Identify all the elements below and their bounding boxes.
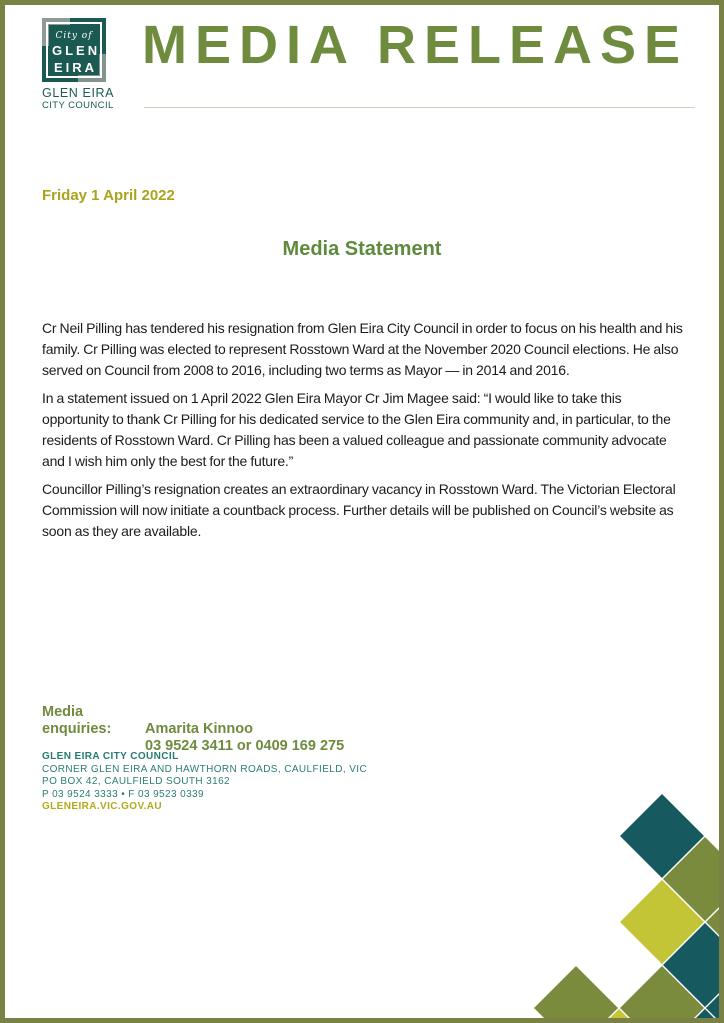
body-text (42, 318, 684, 549)
footer-website-link[interactable]: GLENEIRA.VIC.GOV.AU (42, 801, 163, 812)
media-enquiries-block (42, 704, 344, 755)
media-enquiries-label: Media enquiries: (42, 704, 112, 737)
council-logo (42, 18, 115, 111)
logo-caption-city-council: CITY COUNCIL (42, 100, 114, 111)
footer-org-name: GLEN EIRA CITY COUNCIL (42, 751, 179, 762)
council-logo-square (42, 18, 106, 82)
paragraph-resignation: Cr Neil Pilling has tendered his resignation from Glen Eira City Council in order to focus on his health and his family. Cr Pilling was elected to represent Rosstown Ward at the November 2020 Council elections. He also served on Council from 2008 to 2016, including two terms as Mayor — in 2014 and 2016. (42, 320, 683, 378)
footer-address-line1: CORNER GLEN EIRA AND HAWTHORN ROADS, CAULFIELD, VIC (42, 763, 368, 775)
masthead-title: MEDIA RELEASE (142, 15, 689, 75)
paragraph-vacancy: Councillor Pilling’s resignation creates an extraordinary vacancy in Rosstown Ward. The Victorian Electoral Commission will now initiate a countback process. Further details will be published on Council’s website as soon as they are available. (42, 481, 676, 539)
logo-eira-text: EIRA (53, 60, 98, 75)
footer-contact-block (42, 751, 367, 814)
logo-glen-text: GLEN (52, 43, 101, 58)
logo-city-of-text: City of (55, 31, 93, 41)
logo-inner-panel (49, 25, 99, 75)
media-enquiries-phone: 03 9524 3411 or 0409 169 275 (145, 738, 345, 754)
release-date: Friday 1 April 2022 (42, 187, 175, 204)
media-enquiries-row (42, 704, 344, 738)
media-enquiries-contact-name: Amarita Kinnoo (145, 721, 253, 737)
paragraph-mayor-statement: In a statement issued on 1 April 2022 Glen Eira Mayor Cr Jim Magee said: “I would like to take this opportunity to thank Cr Pilling for his dedicated service to the Glen Eira community and, in particular, to the residents of Rosstown Ward. Cr Pilling has been a valued colleague and passionate community advocate and I wish him only the best for the future.” (42, 390, 671, 469)
statement-heading: Media Statement (282, 238, 442, 260)
footer-address-line2: PO BOX 42, CAULFIELD SOUTH 3162 (42, 776, 231, 787)
footer-phone-fax: P 03 9524 3333 • F 03 9523 0339 (42, 788, 204, 800)
logo-caption-glen-eira: GLEN EIRA (42, 86, 115, 100)
masthead-divider (144, 107, 695, 108)
